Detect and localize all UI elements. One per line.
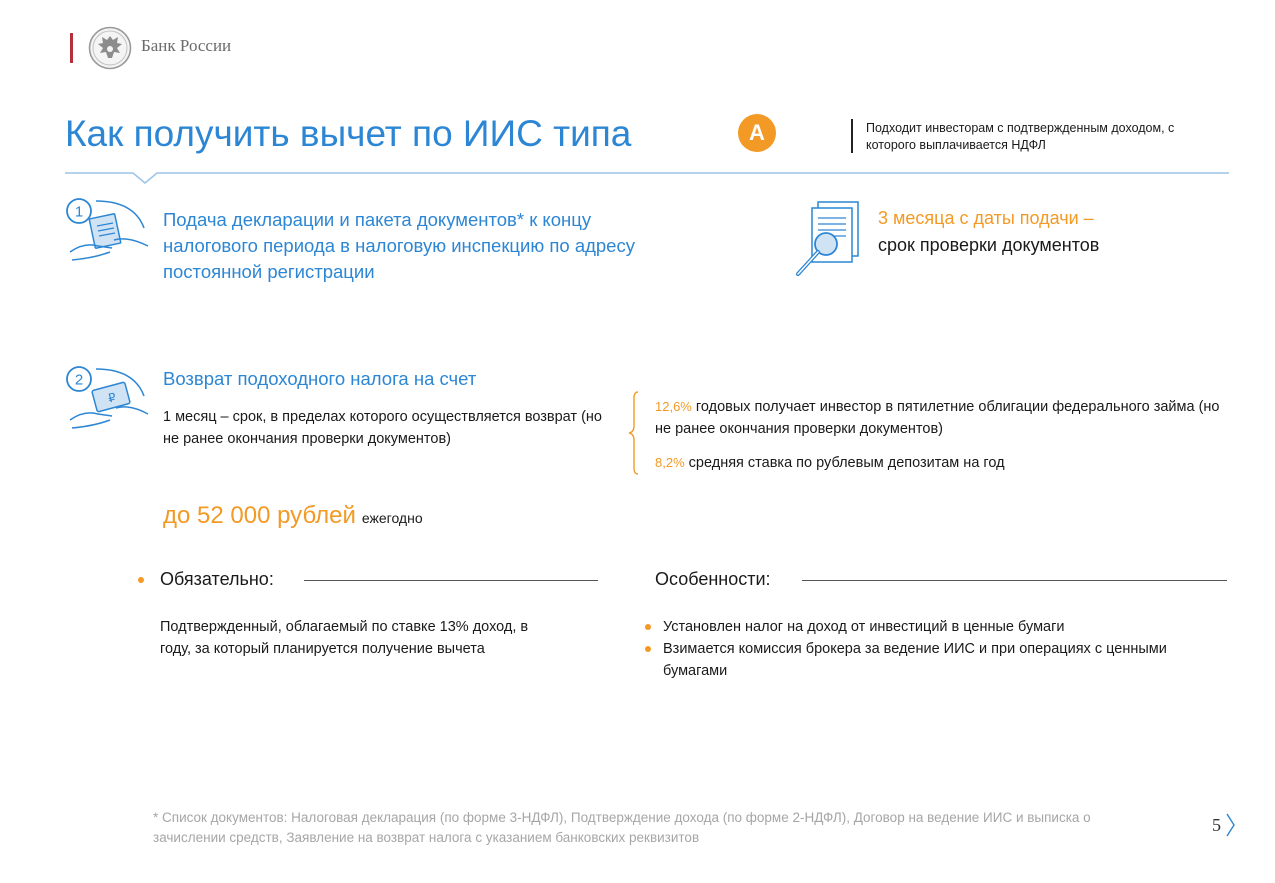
svg-text:₽: ₽: [106, 390, 118, 406]
bullet-dot: [645, 646, 651, 652]
type-badge: А: [738, 114, 776, 152]
rate-deposit: [655, 452, 1235, 474]
term-rest: срок проверки документов: [878, 235, 1100, 255]
document-magnifier-icon: [790, 200, 862, 282]
hand-document-icon: [64, 196, 150, 266]
required-bullet: [138, 577, 144, 583]
bullet-dot: [645, 624, 651, 630]
chevron-right-icon: [1224, 812, 1236, 838]
hand-ruble-card-icon: [64, 364, 150, 434]
step1-number: 1: [74, 203, 84, 221]
header-note: Подходит инвесторам с подтвержденным доходом, с которого выплачивается НДФЛ: [866, 121, 1175, 152]
bank-emblem-icon: [88, 26, 132, 70]
note-divider: [851, 119, 853, 153]
required-heading: Обязательно:: [160, 569, 274, 589]
brand-bar: [70, 33, 73, 63]
required-rule: [304, 580, 598, 581]
rate-ofz: [655, 396, 1235, 440]
step2-number: 2: [74, 371, 84, 389]
rate-ofz-text: годовых получает инвестор в пятилетние облигации федерального займа (но не ранее окончания проверки документов): [655, 399, 1220, 437]
amount-suffix: ежегодно: [361, 510, 423, 526]
list-item: Взимается комиссия брокера за ведение ИИС и при операциях с ценными бумагами: [645, 638, 1225, 682]
list-item: Установлен налог на доход от инвестиций в ценные бумаги: [645, 616, 1225, 638]
rate-deposit-text: средняя ставка по рублевым депозитам на год: [688, 455, 1005, 471]
features-rule: [802, 580, 1227, 581]
step2-description: 1 месяц – срок, в пределах которого осуществляется возврат (но не ранее окончания проверки документов): [163, 409, 602, 447]
required-text: Подтвержденный, облагаемый по ставке 13% доход, в году, за который планируется получение вычета: [160, 619, 529, 657]
page-title: Как получить вычет по ИИС типа: [65, 113, 632, 154]
features-list: [645, 616, 1225, 682]
deduction-amount: [163, 502, 423, 530]
rate-deposit-value: 8,2%: [655, 455, 685, 470]
footnote: * Список документов: Налоговая декларация (по форме 3-НДФЛ), Подтверждение дохода (по форме 2-НДФЛ), Договор на ведение ИИС и выписка о зачислении средств, Заявление на возврат налога с указанием банковских реквизитов: [153, 810, 1091, 845]
bank-name: Банк России: [141, 36, 232, 55]
header-divider: [65, 170, 1229, 184]
rate-ofz-value: 12,6%: [655, 399, 692, 414]
features-heading: Особенности:: [655, 569, 771, 589]
amount-value: до 52 000 рублей: [163, 502, 356, 529]
page-number: 5: [1212, 815, 1221, 835]
step1-text: Подача декларации и пакета документов* к концу налогового периода в налоговую инспекцию по адресу постоянной регистрации: [163, 209, 635, 282]
step2-title: Возврат подоходного налога на счет: [163, 368, 477, 389]
brace-icon: [628, 390, 648, 476]
term-highlight: 3 месяца с даты подачи –: [878, 208, 1094, 228]
